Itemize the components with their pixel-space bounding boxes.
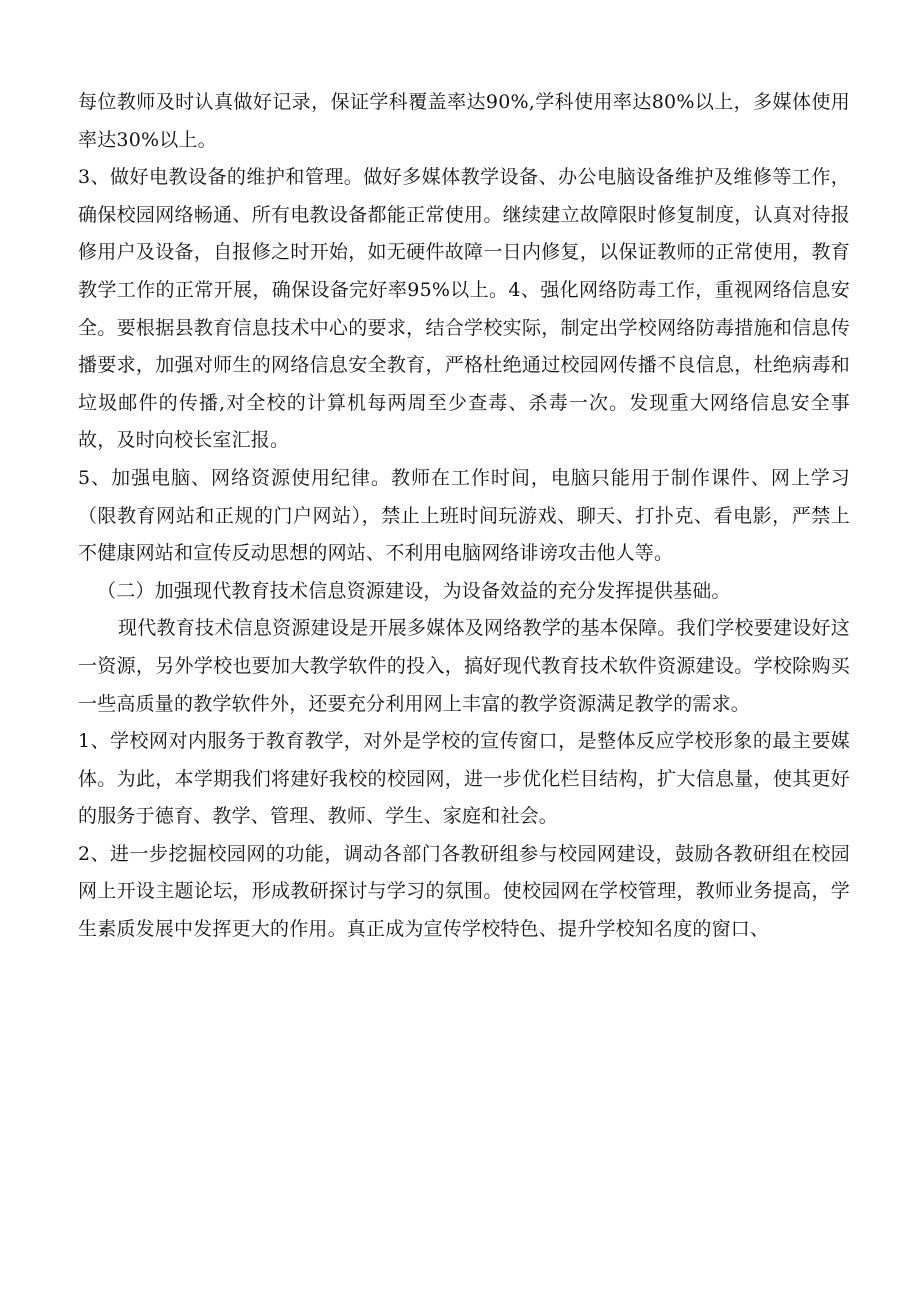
paragraph-equipment-maintenance: 3、做好电教设备的维护和管理。做好多媒体教学设备、办公电脑设备维护及维修等工作，确保校园网络畅通、所有电教设备都能正常使用。继续建立故障限时修复制度，认真对待报修用户及设备，自报修之时开始，如无硬件故障一日内修复，以保证教师的正常使用，教育教学工作的正常开展，确保设备完好率95%以上。4、强化网络防毒工作，重视网络信息安全。要根据县教育信息技术中心的要求，结合学校实际，制定出学校网络防毒措施和信息传播要求，加强对师生的网络信息安全教育，严格杜绝通过校园网传播不良信息，杜绝病毒和垃圾邮件的传播,对全校的计算机每两周至少查毒、杀毒一次。发现重大网络信息安全事故，及时向校长室汇报。 [78,166,850,452]
paragraph-campus-functions: 2、进一步挖掘校园网的功能，调动各部门各教研组参与校园网建设，鼓励各教研组在校园网上开设主题论坛，形成教研探讨与学习的氛围。使校园网在学校管理，教师业务提高，学生素质发展中发挥更大的作用。真正成为宣传学校特色、提升学校知名度的窗口、 [78,842,850,941]
paragraph-resource-construction: 现代教育技术信息资源建设是开展多媒体及网络教学的基本保障。我们学校要建设好这一资源，另外学校也要加大教学软件的投入，搞好现代教育技术软件资源建设。学校除购买一些高质量的教学软件外，还要充分利用网上丰富的教学资源满足教学的需求。 [78,617,850,715]
paragraph-campus-network: 1、学校网对内服务于教育教学，对外是学校的宣传窗口，是整体反应学校形象的最主要媒体。为此，本学期我们将建好我校的校园网，进一步优化栏目结构，扩大信息量，使其更好的服务于德育、教学、管理、教师、学生、家庭和社会。 [78,730,850,828]
document-body [78,84,850,949]
paragraph-record-coverage: 每位教师及时认真做好记录，保证学科覆盖率达90%,学科使用率达80%以上，多媒体使用率达30%以上。 [78,91,850,151]
paragraph-network-discipline: 5、加强电脑、网络资源使用纪律。教师在工作时间，电脑只能用于制作课件、网上学习（限教育网站和正规的门户网站），禁止上班时间玩游戏、聊天、打扑克、看电影，严禁上不健康网站和宣传反动思想的网站、不利用电脑网络诽谤攻击他人等。 [78,466,850,565]
section-heading-resources: （二）加强现代教育技术信息资源建设，为设备效益的充分发挥提供基础。 [97,579,731,602]
